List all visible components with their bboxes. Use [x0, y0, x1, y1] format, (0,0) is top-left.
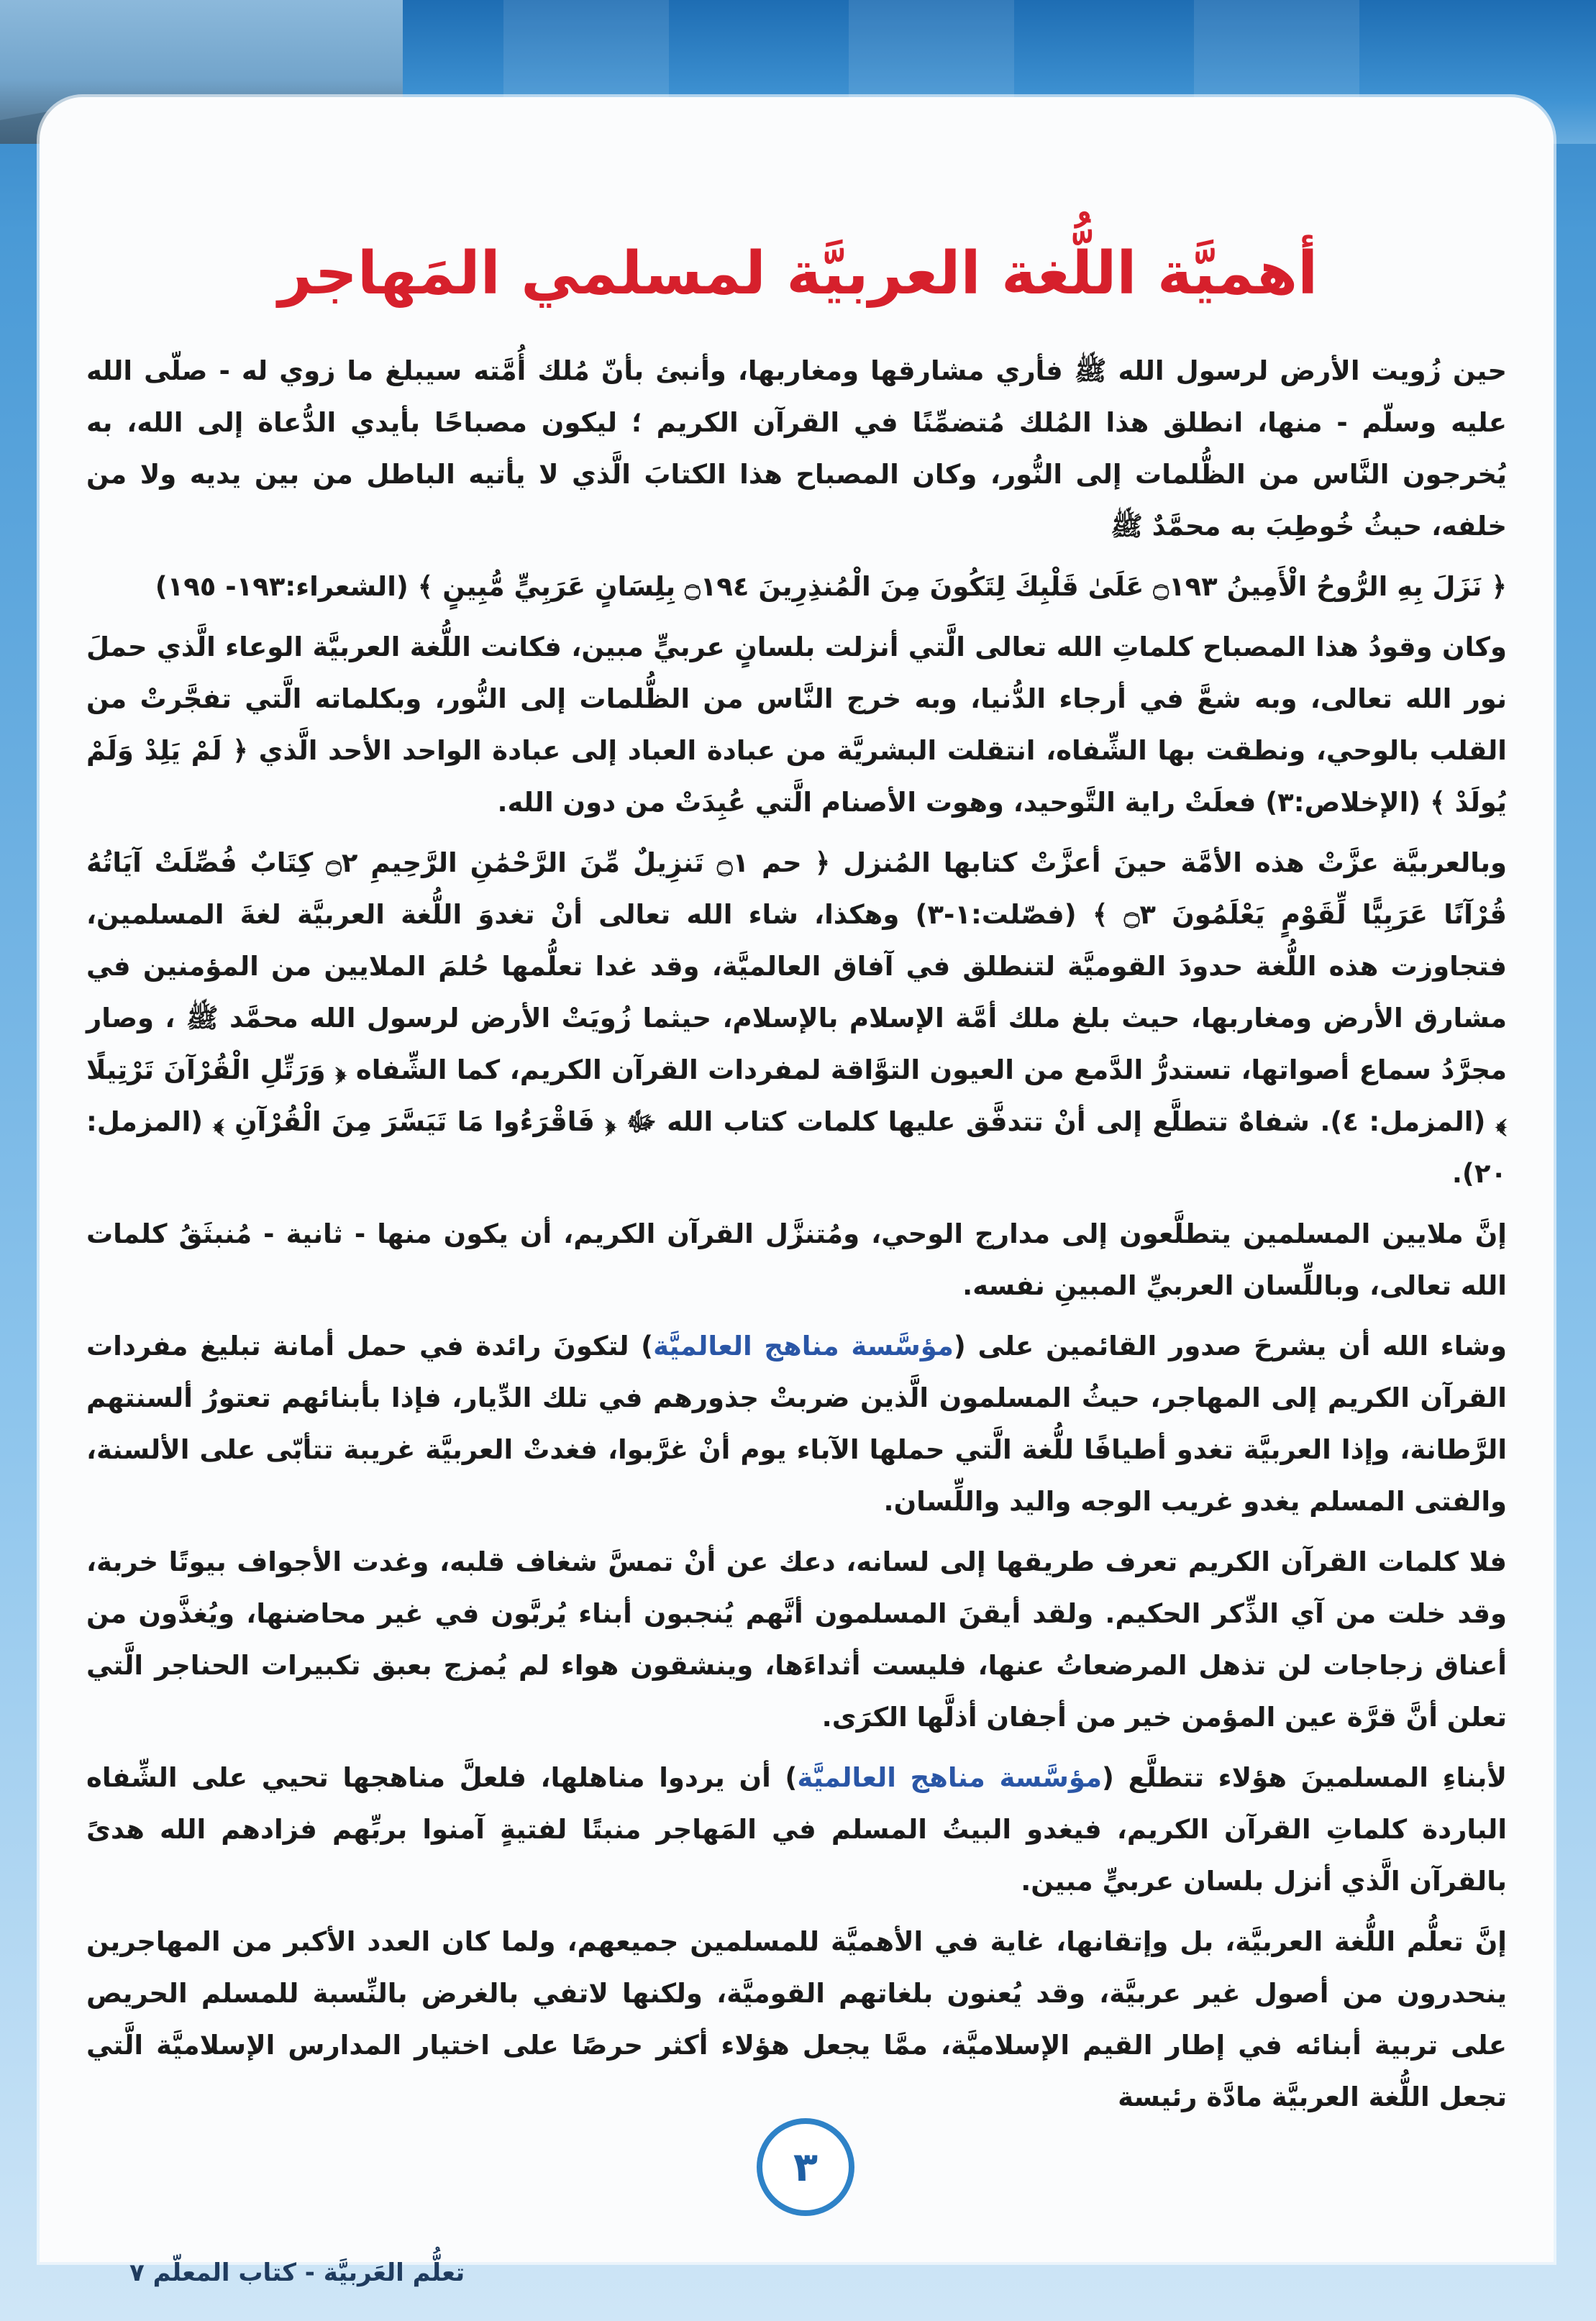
footer-book-title: تعلُّم العَربيَّة - كتاب المعلّم ٧	[129, 2258, 465, 2287]
paragraph-text: ) أن يردوا مناهلها، فلعلَّ مناهجها تحيي على الشِّفاه الباردة	[86, 1762, 1507, 1845]
paragraph: فلا كلمات القرآن الكريم تعرف طريقها إلى لسانه، دعك عن أنْ تمسَّ شغاف قلبه، وغدت الأجواف بيوتًا خربة، وقد خلت من آي الذِّكر الحكيم. ولقد أيقنَ المسلمون أنَّهم يُنجبون أبناء يُربَّون في غير محاضنها، ويُغذَّون من أعناق زجاجات لن تذهل المرضعاتُ عنها، فليست أثداءَها، وينشقون هواء لم يُمزج بعبق تكبيرات الحناجر الَّتي تعلن أنَّ قرَّة عين المؤمن خير من أجفان أذلَّها الكرَى.	[86, 1546, 1507, 1733]
paragraph: حين زُويت الأرض لرسول الله ﷺ فأري مشارقها ومغاربها، وأنبئ بأنّ مُلك أُمَّته سيبلغ ما زوي له - صلّى الله عليه وسلّم - منها، انطلق هذا المُلك مُتضمِّنًا في القرآن الكريم ؛ ليكون مصباحًا بأيدي الدُّعاة إلى الله، به يُخرجون النَّاس من الظُّلمات إلى النُّور، وكان المصباح هذا الكتابَ الَّذي لا يأتيه الباطل من بين يديه ولا من خلفه، حيثُ خُوطِبَ به محمَّدٌ ﷺ	[86, 355, 1507, 542]
article-body	[86, 345, 1507, 2132]
page-number: ٣	[757, 2118, 854, 2216]
paragraph	[86, 1752, 1507, 1907]
paragraph	[86, 1321, 1507, 1528]
paragraph: وبالعربيَّة عزَّتْ هذه الأمَّة حينَ أعزَّتْ كتابها المُنزل ﴿ حم ۝١ تَنزِيلٌ مِّنَ الرَّحْمَٰنِ الرَّحِيمِ ۝٢ كِتَابٌ فُصِّلَتْ آيَاتُهُ قُرْآنًا عَرَبِيًّا لِّقَوْمٍ يَعْلَمُونَ ۝٣ ﴾ (فصّلت:١-٣) وهكذا، شاء الله تعالى أنْ تغدوَ اللُّغة العربيَّة لغةَ المسلمين، فتجاوزت هذه اللُّغة حدودَ القوميَّة لتنطلق في آفاق العالميَّة، وقد غدا تعلُّمها حُلمَ الملايين من المؤمنين في مشارق الأرض ومغاربها، حيث بلغ ملك أمَّة الإسلام بالإسلام، حيثما زُويَتْ الأرض لرسول الله محمَّد ﷺ ، وصار مجرَّدُ سماع أصواتها، تستدرُّ الدَّمع من العيون التوَّاقة لمفردات القرآن الكريم، كما الشِّفاه ﴿ وَرَتِّلِ الْقُرْآنَ تَرْتِيلًا ﴾ (المزمل: ٤). شفاهٌ تتطلَّع إلى أنْ تتدفَّق عليها كلمات كتاب الله ﷻ ﴿ فَاقْرَءُوا مَا تَيَسَّرَ مِنَ الْقُرْآنِ ﴾ (المزمل: ٢٠).	[86, 847, 1507, 1189]
paragraph-text: كلماتِ القرآن الكريم، فيغدو البيتُ المسلم في المَهاجر منبتًا لفتيةٍ آمنوا بربِّهم فزادهم الله هدىً بالقرآن الَّذي أنزل بلسان عربيٍّ مبين.	[86, 1814, 1507, 1897]
paragraph-text: لأبناءِ المسلمينَ هؤلاء تتطلَّع (	[1102, 1762, 1507, 1793]
foundation-name: مؤسَّسة مناهج العالميَّة	[797, 1762, 1103, 1793]
quran-verse	[86, 561, 1507, 613]
paragraph-text: الكريم إلى المهاجر، حيثُ المسلمون الَّذين ضربتْ جذورهم في تلك الدِّيار، فإذا بأبنائهم تعتورُ ألسنتهم الرَّطانة، وإذا العربيَّة تغدو أطيافًا للُّغة الَّتي حملها الآباء يوم أنْ غرَّبوا، فغدتْ العربيَّة غريبة تتأبّى على الألسنة، والفتى المسلم يغدو غريب الوجه واليد واللِّسان.	[86, 1382, 1507, 1517]
verse-reference: (الشعراء:١٩٣- ١٩٥)	[155, 571, 409, 602]
foundation-name: مؤسَّسة مناهج العالميَّة	[653, 1331, 954, 1362]
paragraph-text: وشاء الله أن يشرحَ صدور القائمين على (	[953, 1331, 1507, 1362]
paragraph: إنَّ تعلُّم اللُّغة العربيَّة، بل وإتقانها، غاية في الأهميَّة للمسلمين جميعهم، ولما كان العدد الأكبر من المهاجرين ينحدرون من أصول غير عربيَّة، وقد يُعنون بلغاتهم القوميَّة، ولكنها لاتفي بالغرض بالنِّسبة للمسلم الحريص على تربية أبنائه في إطار القيم الإسلاميَّة، ممَّا يجعل هؤلاء أكثر حرصًا على اختيار المدارس الإسلاميَّة الَّتي تجعل اللُّغة العربيَّة مادَّة رئيسة	[86, 1926, 1507, 2112]
paragraph-text: ) لتكونَ رائدة في حمل أمانة تبليغ مفردات القرآن	[86, 1331, 1507, 1413]
verse-text: ﴿ نَزَلَ بِهِ الرُّوحُ الْأَمِينُ ۝١٩٣ عَلَىٰ قَلْبِكَ لِتَكُونَ مِنَ الْمُنذِرِينَ ۝١٩٤ بِلِسَانٍ عَرَبِيٍّ مُّبِينٍ ﴾	[417, 571, 1507, 602]
page-title: أهميَّة اللُّغة العربيَّة لمسلمي المَهاجر	[278, 240, 1318, 308]
paragraph: إنَّ ملايين المسلمين يتطلَّعون إلى مدارج الوحي، ومُتنزَّل القرآن الكريم، أن يكون منها - ثانية - مُنبثَقُ كلمات الله تعالى، وباللِّسان العربيِّ المبينِ نفسه.	[86, 1218, 1507, 1301]
paragraph: وكان وقودُ هذا المصباح كلماتِ الله تعالى الَّتي أنزلت بلسانٍ عربيٍّ مبين، فكانت اللُّغة العربيَّة الوعاء الَّذي حملَ نور الله تعالى، وبه شعَّ في أرجاء الدُّنيا، وبه خرج النَّاس من الظُّلمات إلى النُّور، وبكلماته الَّتي تفجَّرتْ من القلب بالوحي، ونطقت بها الشِّفاه، انتقلت البشريَّة من عبادة العباد إلى عبادة الواحد الأحد الَّذي ﴿ لَمْ يَلِدْ وَلَمْ يُولَدْ ﴾ (الإخلاص:٣) فعلَتْ راية التَّوحيد، وهوت الأصنام الَّتي عُبِدَتْ من دون الله.	[86, 631, 1507, 818]
